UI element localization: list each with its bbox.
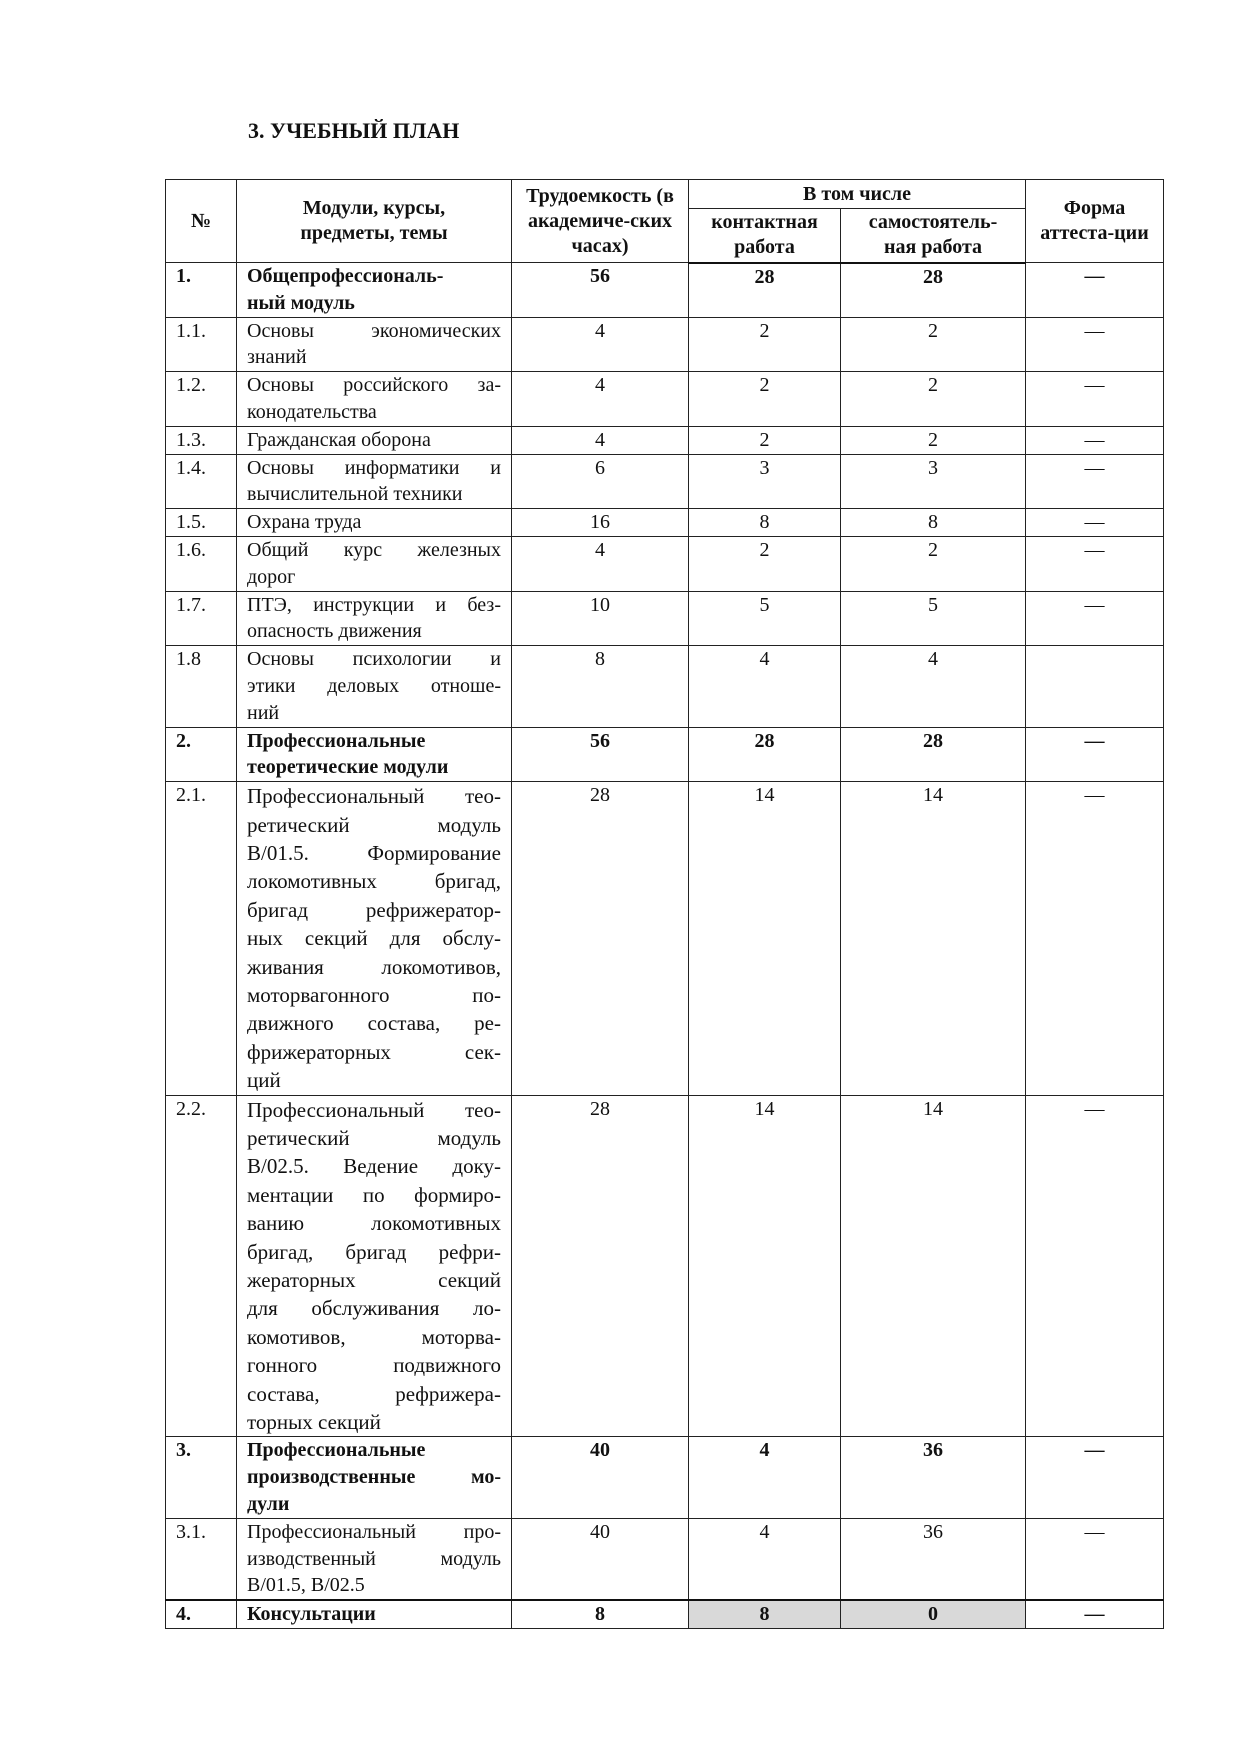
row-hours: 4 — [512, 536, 689, 591]
table-row — [166, 536, 1164, 591]
name-line: Основы российского за- — [247, 374, 501, 397]
row-number: 4. — [166, 1600, 237, 1628]
name-line: живания локомотивов, — [247, 954, 501, 979]
name-line: Общий курс железных — [247, 538, 501, 561]
table-row — [166, 509, 1164, 537]
name-line: Профессиональный про- — [247, 1520, 501, 1543]
name-line: B/01.5, B/02.5 — [247, 1574, 365, 1597]
row-number: 1.4. — [166, 454, 237, 509]
row-self: 14 — [841, 782, 1026, 1095]
row-hours: 10 — [512, 591, 689, 646]
name-line: Консультации — [247, 1603, 376, 1626]
row-contact: 8 — [689, 509, 841, 537]
row-self: 28 — [841, 263, 1026, 318]
row-form: — — [1026, 591, 1164, 646]
row-form: — — [1026, 536, 1164, 591]
row-hours: 28 — [512, 782, 689, 1095]
table-row — [166, 454, 1164, 509]
row-hours: 16 — [512, 509, 689, 537]
row-form: — — [1026, 727, 1164, 782]
name-line: движного состава, ре- — [247, 1011, 501, 1036]
row-number: 1.3. — [166, 426, 237, 454]
table-row — [166, 263, 1164, 318]
header-form: Форма аттеста-ции — [1026, 180, 1164, 263]
table-row — [166, 317, 1164, 372]
row-form: — — [1026, 454, 1164, 509]
name-line: состава, рефрижера- — [247, 1381, 501, 1406]
name-line: конодательства — [247, 400, 377, 423]
name-line: ПТЭ, инструкции и без- — [247, 593, 501, 616]
row-name — [237, 454, 512, 509]
row-number: 3. — [166, 1437, 237, 1518]
name-line: для обслуживания ло- — [247, 1296, 501, 1321]
row-name — [237, 509, 512, 537]
row-name — [237, 727, 512, 782]
row-form: — — [1026, 426, 1164, 454]
name-line: Профессиональный тео- — [247, 784, 501, 809]
name-line: комотивов, моторва- — [247, 1324, 501, 1349]
name-line: ментации по формиро- — [247, 1182, 501, 1207]
name-line: ных секций для обслу- — [247, 926, 501, 951]
row-contact: 4 — [689, 1518, 841, 1600]
row-form: — — [1026, 263, 1164, 318]
row-hours: 4 — [512, 317, 689, 372]
table-row — [166, 426, 1164, 454]
row-contact: 14 — [689, 782, 841, 1095]
row-self: 2 — [841, 536, 1026, 591]
row-contact: 28 — [689, 727, 841, 782]
row-hours: 8 — [512, 646, 689, 727]
row-number: 2.2. — [166, 1095, 237, 1437]
header-hours: Трудоемкость (в академиче-ских часах) — [512, 180, 689, 263]
row-contact: 3 — [689, 454, 841, 509]
name-line: Профессиональные — [247, 1439, 426, 1462]
name-line: Гражданская оборона — [247, 428, 431, 451]
row-contact: 5 — [689, 591, 841, 646]
name-line: теоретические модули — [247, 756, 449, 779]
row-number: 1.2. — [166, 372, 237, 427]
row-hours: 40 — [512, 1437, 689, 1518]
header-no: № — [166, 180, 237, 263]
row-hours: 28 — [512, 1095, 689, 1437]
row-hours: 56 — [512, 727, 689, 782]
row-self: 36 — [841, 1437, 1026, 1518]
header-name: Модули, курсы, предметы, темы — [237, 180, 512, 263]
row-name — [237, 1600, 512, 1628]
row-form: — — [1026, 1600, 1164, 1628]
header-contact: контактная работа — [689, 209, 841, 263]
name-line: локомотивных бригад, — [247, 869, 501, 894]
name-line: Основы психологии и — [247, 648, 501, 671]
row-contact: 2 — [689, 317, 841, 372]
name-line: жераторных секций — [247, 1268, 501, 1293]
row-number: 2.1. — [166, 782, 237, 1095]
row-self: 8 — [841, 509, 1026, 537]
name-line: вычислительной техники — [247, 483, 463, 506]
name-line: Общепрофессиональ- — [247, 265, 444, 287]
row-name — [237, 646, 512, 727]
row-form: — — [1026, 509, 1164, 537]
table-row — [166, 1518, 1164, 1600]
name-line: Основы информатики и — [247, 456, 501, 479]
row-name — [237, 426, 512, 454]
row-self: 5 — [841, 591, 1026, 646]
row-contact: 8 — [689, 1600, 841, 1628]
table-row — [166, 591, 1164, 646]
row-self: 14 — [841, 1095, 1026, 1437]
name-line: ций — [247, 1068, 281, 1093]
name-line: фрижераторных сек- — [247, 1039, 501, 1064]
name-line: гонного подвижного — [247, 1353, 501, 1378]
row-self: 3 — [841, 454, 1026, 509]
row-name — [237, 1095, 512, 1437]
row-hours: 56 — [512, 263, 689, 318]
name-line: производственные мо- — [247, 1466, 501, 1489]
name-line: B/02.5. Ведение доку- — [247, 1154, 501, 1179]
row-name — [237, 591, 512, 646]
header-including: В том числе — [689, 180, 1026, 209]
name-line: Профессиональный тео- — [247, 1097, 501, 1122]
name-line: торных секций — [247, 1410, 381, 1435]
row-name — [237, 263, 512, 318]
row-form: — — [1026, 1095, 1164, 1437]
curriculum-table — [165, 179, 1164, 1629]
row-name — [237, 536, 512, 591]
name-line: знаний — [247, 346, 307, 369]
name-line: Охрана труда — [247, 511, 362, 534]
row-number: 1.8 — [166, 646, 237, 727]
row-self: 2 — [841, 426, 1026, 454]
row-contact: 14 — [689, 1095, 841, 1437]
row-name — [237, 317, 512, 372]
row-self: 36 — [841, 1518, 1026, 1600]
row-contact: 4 — [689, 646, 841, 727]
row-contact: 4 — [689, 1437, 841, 1518]
row-form: — — [1026, 372, 1164, 427]
row-number: 3.1. — [166, 1518, 237, 1600]
row-form: — — [1026, 1518, 1164, 1600]
name-line: Профессиональные — [247, 729, 426, 752]
row-self: 0 — [841, 1600, 1026, 1628]
table-row — [166, 1437, 1164, 1518]
table-row — [166, 646, 1164, 727]
row-hours: 40 — [512, 1518, 689, 1600]
section-title: 3. УЧЕБНЫЙ ПЛАН — [248, 118, 460, 143]
row-number: 1.7. — [166, 591, 237, 646]
name-line: бригад, бригад рефри- — [247, 1239, 501, 1264]
row-number: 1.6. — [166, 536, 237, 591]
row-name — [237, 1518, 512, 1600]
name-line: опасность движения — [247, 620, 422, 643]
table-row — [166, 1095, 1164, 1437]
row-form: — — [1026, 1437, 1164, 1518]
row-self: 28 — [841, 727, 1026, 782]
table-row — [166, 727, 1164, 782]
name-line: изводственный модуль — [247, 1547, 501, 1570]
row-hours: 4 — [512, 372, 689, 427]
row-self: 2 — [841, 372, 1026, 427]
row-form: — — [1026, 782, 1164, 1095]
row-contact: 2 — [689, 372, 841, 427]
table-row — [166, 782, 1164, 1095]
row-self: 4 — [841, 646, 1026, 727]
row-hours: 4 — [512, 426, 689, 454]
name-line: ный модуль — [247, 291, 355, 314]
row-contact: 28 — [689, 263, 841, 318]
row-contact: 2 — [689, 426, 841, 454]
table-row — [166, 1600, 1164, 1628]
row-form: — — [1026, 317, 1164, 372]
row-number: 1.1. — [166, 317, 237, 372]
name-line: ретический модуль — [247, 1126, 501, 1151]
row-number: 1.5. — [166, 509, 237, 537]
header-self: самостоятель-ная работа — [841, 209, 1026, 263]
row-number: 1. — [166, 263, 237, 318]
name-line: ний — [247, 701, 280, 724]
row-hours: 6 — [512, 454, 689, 509]
name-line: бригад рефрижератор- — [247, 897, 501, 922]
row-hours: 8 — [512, 1600, 689, 1628]
name-line: B/01.5. Формирование — [247, 840, 501, 865]
name-line: Основы экономических — [247, 319, 501, 342]
name-line: дорог — [247, 565, 296, 588]
name-line: дули — [247, 1493, 290, 1516]
row-name — [237, 782, 512, 1095]
row-number: 2. — [166, 727, 237, 782]
table-row — [166, 372, 1164, 427]
row-contact: 2 — [689, 536, 841, 591]
name-line: этики деловых отноше- — [247, 674, 501, 697]
row-name — [237, 1437, 512, 1518]
row-form — [1026, 646, 1164, 727]
row-name — [237, 372, 512, 427]
name-line: ванию локомотивных — [247, 1211, 501, 1236]
name-line: ретический модуль — [247, 812, 501, 837]
row-self: 2 — [841, 317, 1026, 372]
name-line: моторвагонного по- — [247, 982, 501, 1007]
